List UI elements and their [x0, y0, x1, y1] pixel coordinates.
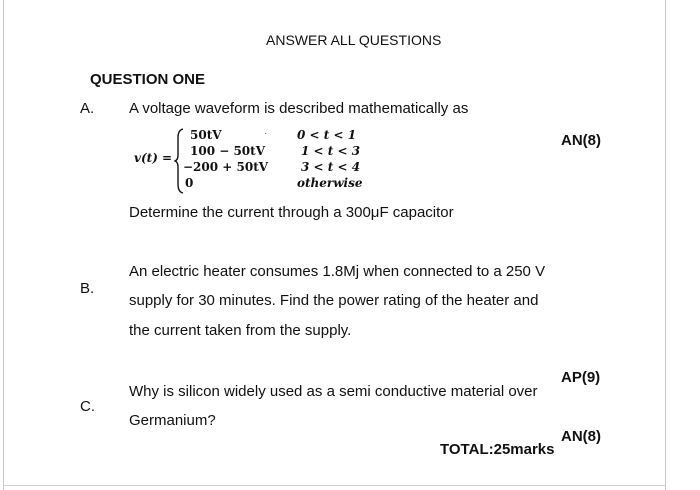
question-a-marks: AN(8)	[561, 132, 601, 149]
case-expr-2: 100 − 50tV	[190, 144, 266, 158]
case-expr-3: −200 + 50tV	[183, 160, 269, 174]
page-title: ANSWER ALL QUESTIONS	[266, 32, 442, 48]
question-b-letter: B.	[80, 280, 95, 297]
question-a-intro: A voltage waveform is described mathematically as	[129, 100, 469, 117]
case-expr-1: 50tV	[190, 128, 222, 142]
case-cond-1: 0 < t < 1	[297, 128, 357, 142]
page-bottom-edge	[3, 485, 666, 486]
question-c-letter: C.	[80, 398, 95, 415]
question-b-marks: AP(9)	[561, 369, 601, 386]
question-b-line-1: An electric heater consumes 1.8Mj when connected to a 250 V	[129, 263, 546, 280]
question-b-line-3: the current taken from the supply.	[129, 322, 352, 339]
total-marks: TOTAL:25marks	[440, 441, 555, 458]
section-title: QUESTION ONE	[90, 71, 206, 88]
case-cond-2: 1 < t < 3	[301, 144, 361, 158]
stray-mark: ·	[264, 128, 268, 139]
question-c-line-1: Why is silicon widely used as a semi conductive material over	[129, 383, 538, 400]
case-cond-3: 3 < t < 4	[301, 160, 361, 174]
question-a-task: Determine the current through a 300μF capacitor	[129, 204, 454, 221]
case-cond-4: otherwise	[297, 176, 363, 190]
equation-lhs: v(t) =	[134, 151, 173, 165]
question-a-letter: A.	[80, 100, 95, 117]
page-left-edge	[3, 0, 4, 490]
page-right-edge	[665, 0, 666, 490]
question-c-marks: AN(8)	[561, 428, 601, 445]
question-c-line-2: Germanium?	[129, 412, 216, 429]
question-b-line-2: supply for 30 minutes. Find the power rating of the heater and	[129, 292, 539, 309]
case-expr-4: 0	[185, 176, 194, 190]
